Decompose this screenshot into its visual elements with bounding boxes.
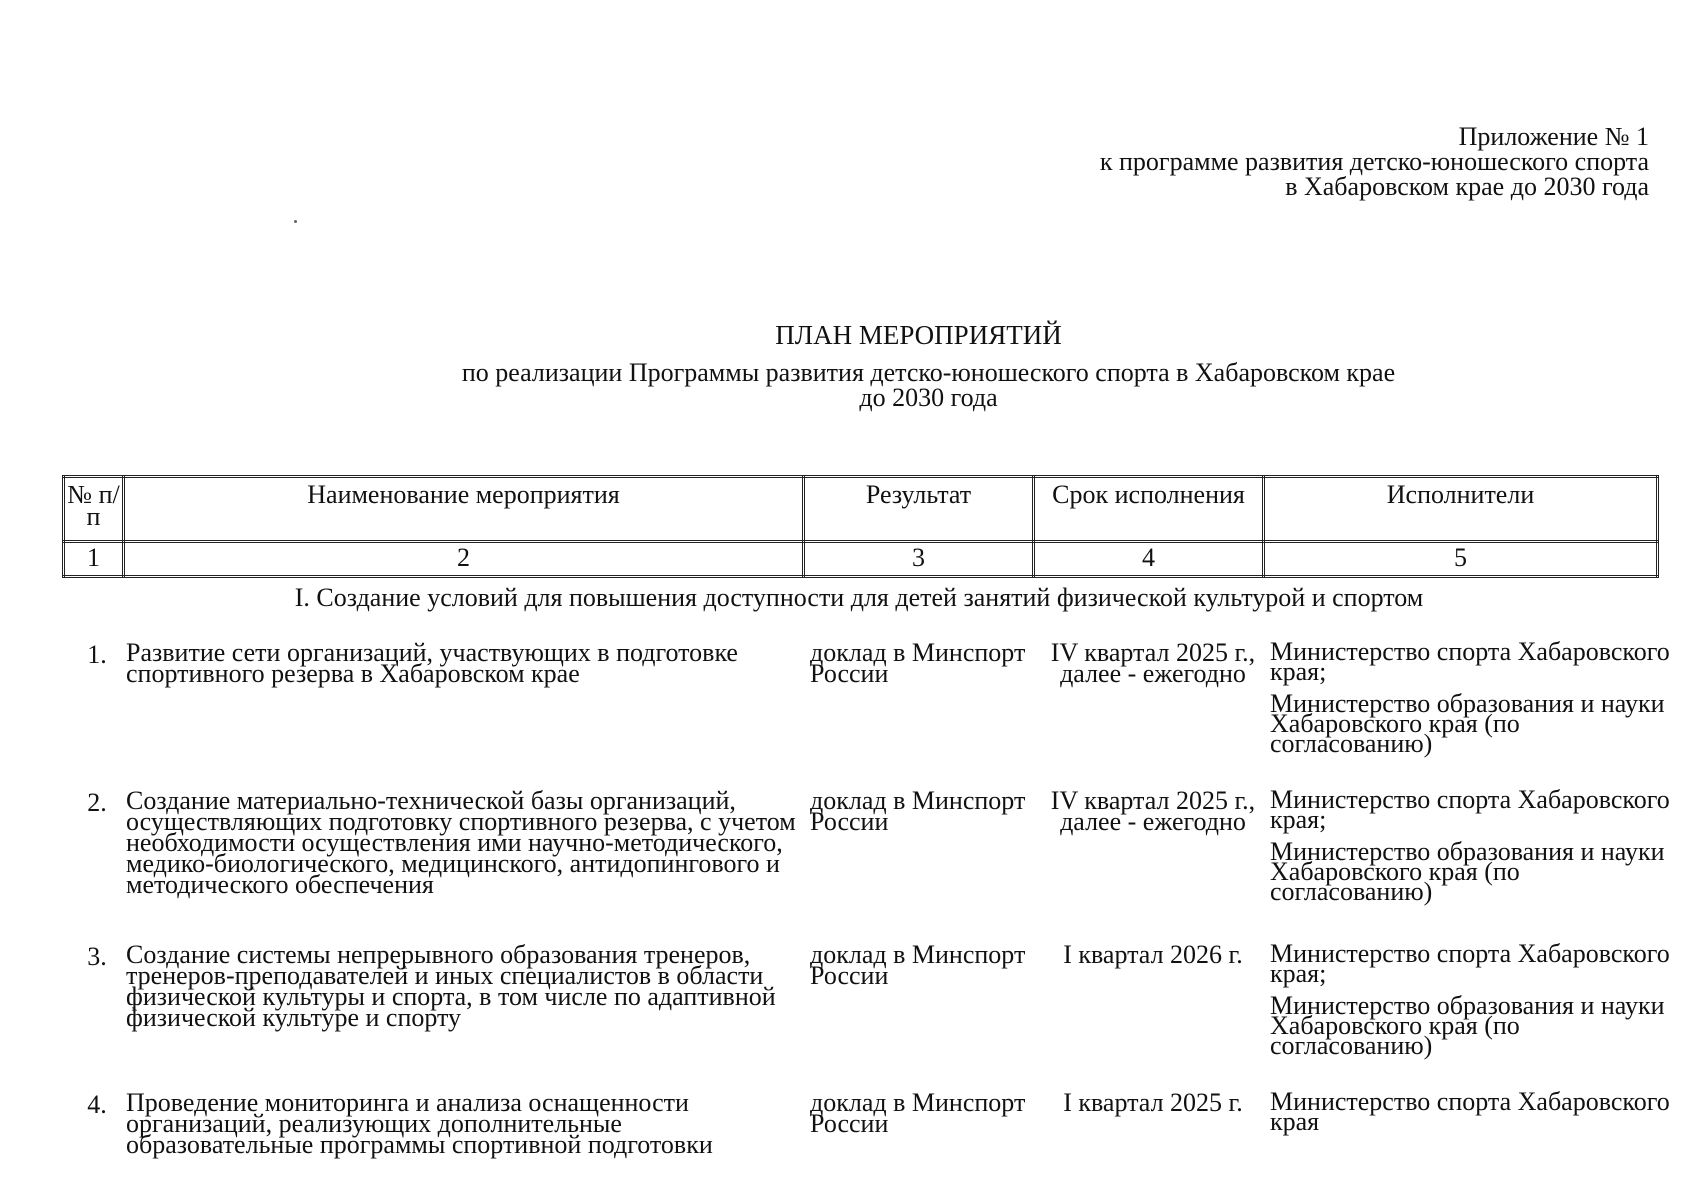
row-result: доклад в Минспорт России	[810, 638, 1026, 688]
header-term: Срок исполнения	[1034, 477, 1264, 542]
row-executors	[1270, 785, 1670, 914]
executor: Министерство образования и науки Хабаровского края (по согласованию)	[1270, 991, 1665, 1060]
scan-speck	[294, 220, 297, 223]
col-number-5: 5	[1264, 542, 1658, 577]
row-result: доклад в Минспорт России	[810, 940, 1026, 990]
row-result: доклад в Минспорт России	[810, 786, 1026, 836]
row-event-name: Проведение мониторинга и анализа оснащенности организаций, реализующих дополнительные образовательные программы спортивной подготовки	[126, 1088, 713, 1159]
header-num: № п/п	[64, 477, 124, 542]
subtitle-line-1: по реализации Программы развития детско-юношеского спорта в Хабаровском крае	[461, 358, 1396, 387]
header-name: Наименование мероприятия	[124, 477, 804, 542]
document-title: ПЛАН МЕРОПРИЯТИЙ	[775, 320, 1062, 350]
row-executors	[1270, 637, 1670, 766]
executor: Министерство образования и науки Хабаровского края (по согласованию)	[1270, 837, 1665, 906]
row-executors	[1270, 939, 1670, 1068]
document-subtitle	[160, 360, 1697, 410]
row-number: 1.	[87, 640, 107, 669]
executor: Министерство образования и науки Хабаровского края (по согласованию)	[1270, 689, 1665, 758]
row-event-name: Развитие сети организаций, участвующих в подготовке спортивного резерва в Хабаровском крае	[126, 638, 738, 688]
annex-header	[949, 124, 1649, 199]
header-result: Результат	[804, 477, 1034, 542]
annex-line-3: в Хабаровском крае до 2030 года	[1285, 172, 1649, 201]
executor: Министерство спорта Хабаровского края;	[1270, 939, 1670, 988]
header-executors: Исполнители	[1264, 477, 1658, 542]
row-number: 2.	[87, 788, 107, 817]
section-heading: I. Создание условий для повышения доступности для детей занятий физической культурой и спортом	[294, 583, 1424, 612]
row-term: IV квартал 2025 г., далее - ежегодно	[1050, 638, 1256, 688]
row-event-name: Создание материально-технической базы организаций, осуществляющих подготовку спортивного резерва, с учетом необходимости осуществления ими научно-методического, медико-биологического, медицинского, антидопингового и методического обеспечения	[126, 786, 796, 899]
executor: Министерство спорта Хабаровского края;	[1270, 785, 1670, 834]
col-number-1: 1	[64, 542, 124, 577]
col-number-3: 3	[804, 542, 1034, 577]
plan-table-header	[62, 475, 1659, 578]
row-number: 3.	[87, 942, 107, 971]
col-number-2: 2	[124, 542, 804, 577]
row-term: IV квартал 2025 г., далее - ежегодно	[1050, 786, 1256, 836]
document-title-block	[0, 320, 1697, 410]
row-term: I квартал 2025 г.	[1063, 1088, 1243, 1117]
executor: Министерство спорта Хабаровского края	[1270, 1087, 1670, 1136]
row-event-name: Создание системы непрерывного образования тренеров, тренеров-преподавателей и иных специалистов в области физической культуры и спорта, в том числе по адаптивной физической культуре и спорту	[126, 940, 776, 1032]
annex-line-1: Приложение № 1	[1458, 122, 1649, 151]
annex-line-2: к программе развития детско-юношеского спорта	[1099, 147, 1649, 176]
row-term: I квартал 2026 г.	[1063, 940, 1243, 969]
row-executors	[1270, 1087, 1670, 1144]
row-result: доклад в Минспорт России	[810, 1088, 1026, 1138]
row-number: 4.	[87, 1090, 107, 1119]
subtitle-line-2: до 2030 года	[859, 383, 998, 412]
col-number-4: 4	[1034, 542, 1264, 577]
executor: Министерство спорта Хабаровского края;	[1270, 637, 1670, 686]
